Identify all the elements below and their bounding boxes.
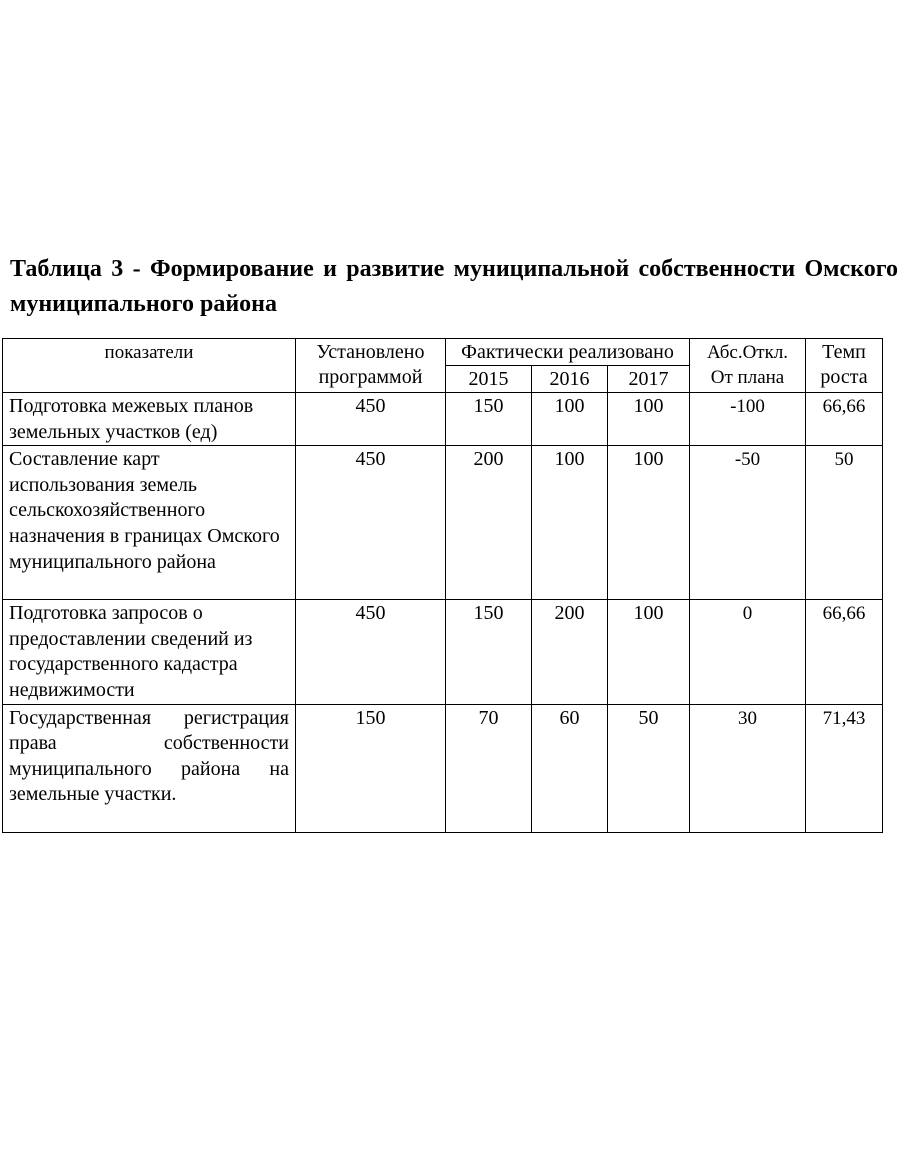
year-2017-cell: 50 xyxy=(608,704,690,832)
header-actual: Фактически реализовано xyxy=(446,339,690,366)
header-indicators: показатели xyxy=(3,339,296,393)
growth-cell: 66,66 xyxy=(806,393,883,446)
deviation-cell: 30 xyxy=(690,704,806,832)
indicator-cell: Подготовка межевых планов земельных участков (ед) xyxy=(3,393,296,446)
year-2015-cell: 150 xyxy=(446,600,532,704)
year-2016-cell: 100 xyxy=(532,393,608,446)
header-year-2015: 2015 xyxy=(446,366,532,393)
header-year-2017: 2017 xyxy=(608,366,690,393)
header-deviation: Абс.Откл. От плана xyxy=(690,339,806,393)
growth-cell: 66,66 xyxy=(806,600,883,704)
table-caption: Таблица 3 - Формирование и развитие муниципальной собственности Омского муниципального района xyxy=(10,256,898,317)
year-2016-cell: 100 xyxy=(532,446,608,600)
indicator-cell: Государственная регистрация права собственности муниципального района на земельные участки. xyxy=(3,704,296,832)
year-2017-cell: 100 xyxy=(608,446,690,600)
header-planned: Установлено программой xyxy=(296,339,446,393)
deviation-cell: -100 xyxy=(690,393,806,446)
table-row xyxy=(3,600,883,704)
municipal-property-table xyxy=(2,338,883,833)
table-row xyxy=(3,393,883,446)
header-row xyxy=(3,339,883,366)
header-growth: Темп роста xyxy=(806,339,883,393)
header-year-2016: 2016 xyxy=(532,366,608,393)
deviation-cell: 0 xyxy=(690,600,806,704)
growth-cell: 71,43 xyxy=(806,704,883,832)
indicator-cell: Подготовка запросов о предоставлении сведений из государственного кадастра недвижимости xyxy=(3,600,296,704)
planned-cell: 450 xyxy=(296,446,446,600)
year-2015-cell: 150 xyxy=(446,393,532,446)
year-2017-cell: 100 xyxy=(608,393,690,446)
planned-cell: 150 xyxy=(296,704,446,832)
table-row xyxy=(3,446,883,600)
indicator-cell: Составление карт использования земель сельскохозяйственного назначения в границах Омского муниципального района xyxy=(3,446,296,600)
year-2017-cell: 100 xyxy=(608,600,690,704)
planned-cell: 450 xyxy=(296,393,446,446)
deviation-cell: -50 xyxy=(690,446,806,600)
table-row xyxy=(3,704,883,832)
year-2015-cell: 200 xyxy=(446,446,532,600)
year-2016-cell: 60 xyxy=(532,704,608,832)
planned-cell: 450 xyxy=(296,600,446,704)
year-2016-cell: 200 xyxy=(532,600,608,704)
year-2015-cell: 70 xyxy=(446,704,532,832)
growth-cell: 50 xyxy=(806,446,883,600)
